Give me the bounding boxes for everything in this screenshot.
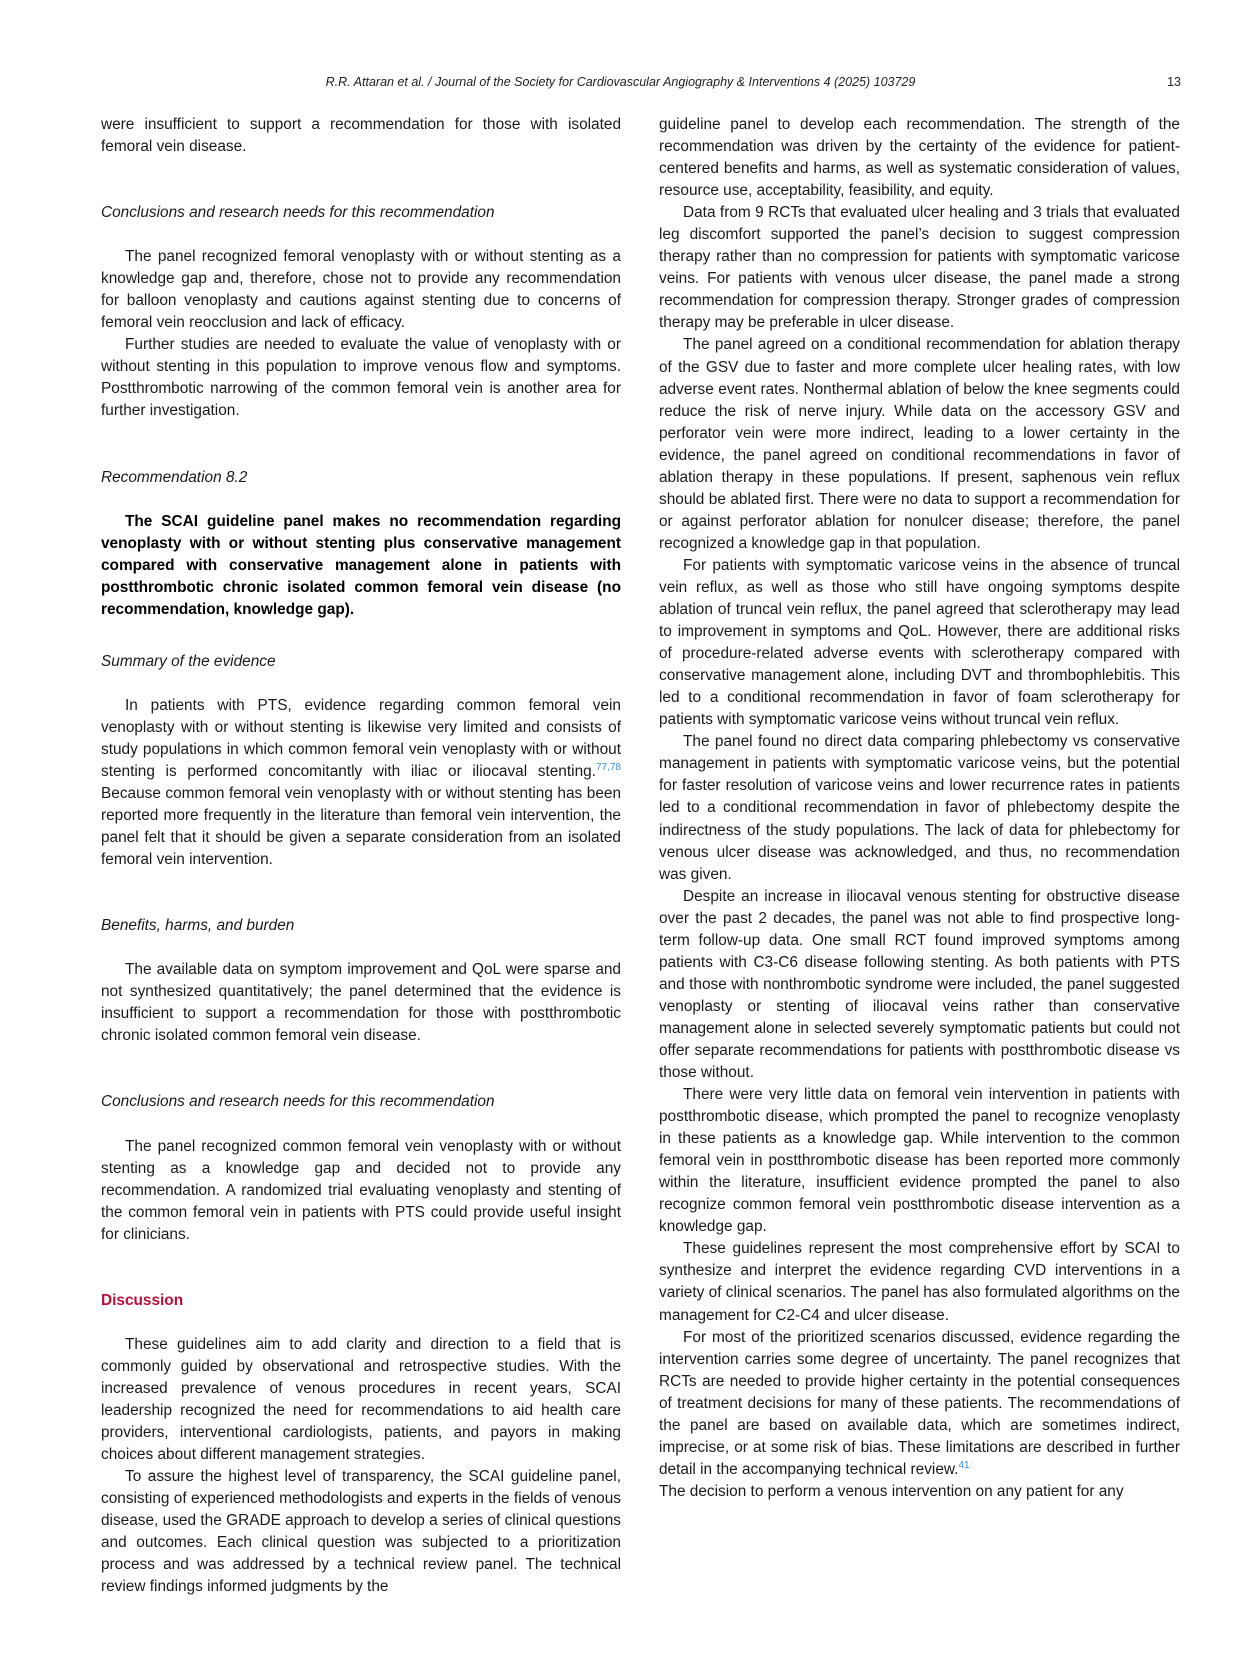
paragraph-discussion-b: To assure the highest level of transparency, the SCAI guideline panel, consisting of experienced methodologists and experts in the fields of venous disease, used the GRADE approach to develop a series of clinical questions and outcomes. Each clinical question was subjected to a prioritization process and was addressed by a technical review panel. The technical review findings informed judgments by the xyxy=(101,1468,621,1596)
summary-text-a: In patients with PTS, evidence regarding common femoral vein venoplasty with or without stenting is likewise very limited and consists of study populations in which common femoral vein venoplasty with or without stenting is performed concomitantly with iliac or iliocaval stenting. xyxy=(101,696,621,780)
citation-separator: , xyxy=(607,761,610,773)
paragraph-uncertainty xyxy=(659,1327,1180,1481)
subheading-benefits-harms: Benefits, harms, and burden xyxy=(101,917,295,935)
paragraph-iliocaval: Despite an increase in iliocaval venous stenting for obstructive disease over the past 2 decades, the panel was not able to find prospective long-term follow-up data. One small RCT found improved symptoms among patients with C3-C6 disease following stenting. As both patients with PTS and those with nonthrombotic syndrome were included, the panel suggested venoplasty or stenting of iliocaval veins rather than conservative management alone in selected severely symptomatic patients but could not offer separate recommendations for patients with postthrombotic disease vs those without. xyxy=(659,887,1180,1082)
citation-link-78[interactable]: 78 xyxy=(609,761,621,773)
subheading-conclusions-1: Conclusions and research needs for this recommendation xyxy=(101,204,495,222)
subheading-recommendation-8-2: Recommendation 8.2 xyxy=(101,468,248,486)
recommendation-statement: The SCAI guideline panel makes no recommendation regarding venoplasty with or without stenting plus conservative management compared with conservative management alone in patients with postthrombotic chronic isolated common femoral vein disease (no recommendation, knowledge gap). xyxy=(101,512,621,618)
page-number: 13 xyxy=(1167,75,1181,89)
running-head: R.R. Attaran et al. / Journal of the Society for Cardiovascular Angiography & Interventions 4 (2025) 103729 xyxy=(325,75,916,89)
subheading-conclusions-2: Conclusions and research needs for this recommendation xyxy=(101,1093,495,1111)
paragraph-ablation: The panel agreed on a conditional recommendation for ablation therapy of the GSV due to faster and more complete ulcer healing rates, with low adverse event rates. Nonthermal ablation of below the knee segments could reduce the risk of nerve injury. While data on the accessory GSV and perforator vein were more indirect, leading to a lower certainty in the evidence, the panel agreed on conditional recommendations in favor of ablation therapy in these populations. If present, saphenous vein reflux should be ablated first. There were no data to support a recommendation for or against perforator ablation for nonulcer disease; therefore, the panel recognized a knowledge gap in that population. xyxy=(659,336,1180,552)
paragraph-sclerotherapy: For patients with symptomatic varicose veins in the absence of truncal vein reflux, as well as those who still have ongoing symptoms despite ablation of truncal vein reflux, the panel agreed that sclerotherapy may lead to improvement in symptoms and QoL. However, there are additional risks of procedure-related adverse events with sclerotherapy compared with conservative management alone, including DVT and thrombophlebitis. This led to a conditional recommendation in favor of foam sclerotherapy for patients with symptomatic varicose veins without truncal vein reflux. xyxy=(659,556,1180,729)
right-column xyxy=(659,114,1180,1503)
citation-link-77[interactable]: 77 xyxy=(595,761,608,773)
paragraph-femoral: There were very little data on femoral vein intervention in patients with postthrombotic disease, which prompted the panel to recognize venoplasty in these patients as a knowledge gap. While intervention to the common femoral vein in postthrombotic disease has been reported more commonly within the literature, insufficient evidence prompted the panel to also recognize common femoral vein postthrombotic disease intervention as a knowledge gap. xyxy=(659,1086,1180,1236)
paragraph-decision: The decision to perform a venous intervention on any patient for any xyxy=(659,1482,1124,1500)
paragraph-comprehensive-effort: These guidelines represent the most comprehensive effort by SCAI to synthesize and interpret the evidence regarding CVD interventions in a variety of clinical scenarios. The panel has also formulated algorithms on the management for C2-C4 and ulcer disease. xyxy=(659,1240,1180,1324)
paragraph-compression: Data from 9 RCTs that evaluated ulcer healing and 3 trials that evaluated leg discomfort supported the panel’s decision to suggest compression therapy rather than no compression for patients with symptomatic varicose veins. For patients with venous ulcer disease, the panel made a strong recommendation for compression therapy. Stronger grades of compression therapy may be preferable in ulcer disease. xyxy=(659,204,1180,332)
left-column xyxy=(101,114,621,1598)
paragraph-carryover-right: guideline panel to develop each recommendation. The strength of the recommendation was driven by the certainty of the evidence for patient-centered benefits and harms, as well as systematic consideration of values, resource use, acceptability, feasibility, and equity. xyxy=(659,116,1180,200)
paragraph-discussion-a: These guidelines aim to add clarity and direction to a field that is commonly guided by observational and retrospective studies. With the increased prevalence of venous procedures in recent years, SCAI leadership recognized the need for recommendations to aid health care providers, interventional cardiologists, patients, and payors in making choices about different management strategies. xyxy=(101,1335,621,1464)
paragraph-benefits: The available data on symptom improvement and QoL were sparse and not synthesized quantitatively; the panel determined that the evidence is insufficient to support a recommendation for those with postthrombotic chronic isolated common femoral vein disease. xyxy=(101,961,621,1045)
paragraph-carryover: were insufficient to support a recommendation for those with isolated femoral vein disease. xyxy=(101,116,621,156)
uncertainty-text: For most of the prioritized scenarios discussed, evidence regarding the intervention carries some degree of uncertainty. The panel recognizes that RCTs are needed to provide higher certainty in the potential consequences of treatment decisions for many of these patients. The recommendations of the panel are based on available data, which are sometimes indirect, imprecise, or at some risk of bias. These limitations are described in further detail in the accompanying technical review. xyxy=(659,1328,1180,1478)
paragraph-conclusions-1a: The panel recognized femoral venoplasty with or without stenting as a knowledge gap and, therefore, chose not to provide any recommendation for balloon venoplasty and cautions against stenting due to concerns of femoral vein reocclusion and lack of efficacy. xyxy=(101,248,621,332)
paragraph-phlebectomy: The panel found no direct data comparing phlebectomy vs conservative management in patients with symptomatic varicose veins, but the potential for faster resolution of varicose veins and lower recurrence rates in patients led to a conditional recommendation in favor of phlebectomy despite the indirectness of the study populations. The lack of data for phlebectomy for venous ulcer disease was acknowledged, and thus, no recommendation was given. xyxy=(659,733,1180,883)
summary-text-b: Because common femoral vein venoplasty with or without stenting has been reported more frequently in the literature than femoral vein intervention, the panel felt that it should be given a separate consideration from an isolated femoral vein intervention. xyxy=(101,785,621,869)
subheading-summary-evidence: Summary of the evidence xyxy=(101,652,276,670)
paragraph-conclusions-2: The panel recognized common femoral vein venoplasty with or without stenting as a knowledge gap and decided not to provide any recommendation. A randomized trial evaluating venoplasty and stenting of the common femoral vein in patients with PTS could provide useful insight for clinicians. xyxy=(101,1137,621,1243)
paragraph-conclusions-1b: Further studies are needed to evaluate the value of venoplasty with or without stenting in this population to improve venous flow and symptoms. Postthrombotic narrowing of the common femoral vein is another area for further investigation. xyxy=(101,336,621,420)
section-heading-discussion: Discussion xyxy=(101,1291,184,1309)
citation-link-41[interactable]: 41 xyxy=(958,1459,970,1471)
paragraph-summary xyxy=(101,695,621,871)
